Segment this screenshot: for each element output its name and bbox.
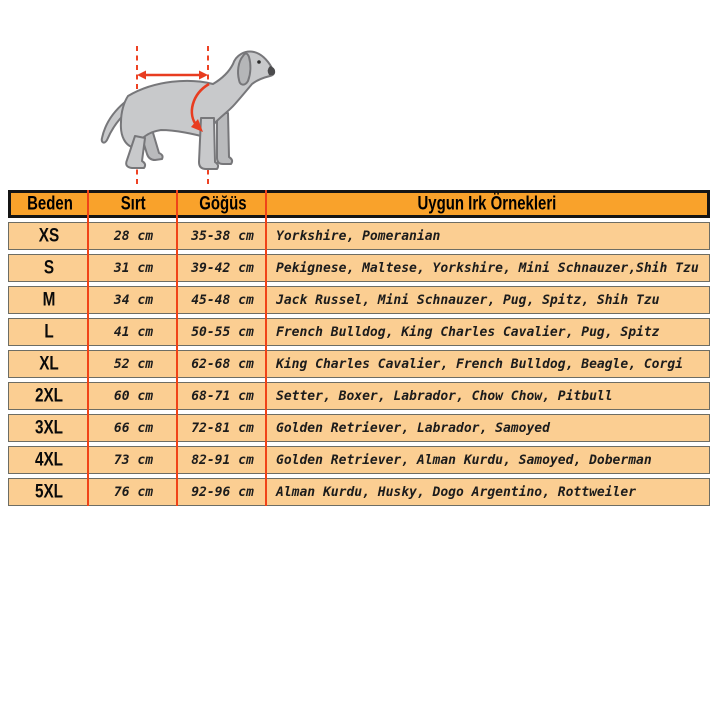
chest-girth-cell: 39-42 cm bbox=[191, 260, 254, 276]
back-length-cell: 41 cm bbox=[113, 324, 154, 340]
breeds-cell: Pekignese, Maltese, Yorkshire, Mini Schnauzer,Shih Tzu bbox=[276, 260, 699, 276]
chest-girth-cell: 82-91 cm bbox=[191, 452, 254, 468]
breeds-cell: Setter, Boxer, Labrador, Chow Chow, Pitbull bbox=[276, 388, 613, 404]
table-row bbox=[8, 414, 710, 442]
back-length-cell: 60 cm bbox=[113, 388, 154, 404]
back-length-cell: 66 cm bbox=[113, 420, 154, 436]
size-cell: L bbox=[44, 320, 54, 343]
size-cell: 3XL bbox=[34, 416, 64, 439]
table-row bbox=[8, 254, 710, 282]
size-cell: M bbox=[42, 288, 56, 311]
breeds-cell: Alman Kurdu, Husky, Dogo Argentino, Rottweiler bbox=[276, 484, 637, 500]
chest-girth-cell: 68-71 cm bbox=[191, 388, 254, 404]
table-row bbox=[8, 382, 710, 410]
back-length-cell: 31 cm bbox=[113, 260, 154, 276]
breeds-cell: Golden Retriever, Alman Kurdu, Samoyed, Doberman bbox=[276, 452, 652, 468]
chest-girth-cell: 50-55 cm bbox=[191, 324, 254, 340]
table-row bbox=[8, 478, 710, 506]
back-length-cell: 28 cm bbox=[113, 228, 154, 244]
chest-girth-cell: 62-68 cm bbox=[191, 356, 254, 372]
size-cell: XL bbox=[39, 352, 59, 375]
size-cell: XS bbox=[38, 224, 60, 247]
back-length-cell: 73 cm bbox=[113, 452, 154, 468]
table-row bbox=[8, 222, 710, 250]
size-cell: 4XL bbox=[34, 448, 64, 471]
back-length-cell: 76 cm bbox=[113, 484, 154, 500]
dog-eye bbox=[257, 60, 261, 64]
table-row bbox=[8, 446, 710, 474]
table-row bbox=[8, 286, 710, 314]
column-divider bbox=[176, 190, 178, 506]
size-cell: 2XL bbox=[34, 384, 64, 407]
dog-measurement-diagram bbox=[95, 18, 335, 190]
breeds-cell: French Bulldog, King Charles Cavalier, Pug, Spitz bbox=[276, 324, 660, 340]
back-length-cell: 52 cm bbox=[113, 356, 154, 372]
chest-girth-cell: 45-48 cm bbox=[191, 292, 254, 308]
header-size: Beden bbox=[27, 192, 73, 215]
dog-silhouette bbox=[102, 52, 275, 169]
chest-girth-cell: 92-96 cm bbox=[191, 484, 254, 500]
table-header-row bbox=[8, 190, 710, 218]
breeds-cell: Jack Russel, Mini Schnauzer, Pug, Spitz, Shih Tzu bbox=[276, 292, 660, 308]
size-cell: S bbox=[43, 256, 55, 279]
chest-girth-cell: 35-38 cm bbox=[191, 228, 254, 244]
header-back: Sırt bbox=[121, 192, 146, 215]
size-table bbox=[8, 190, 710, 506]
header-chest: Göğüs bbox=[198, 192, 247, 215]
back-length-arrow bbox=[137, 71, 208, 80]
column-divider bbox=[265, 190, 267, 506]
size-cell: 5XL bbox=[34, 480, 64, 503]
breeds-cell: Yorkshire, Pomeranian bbox=[276, 228, 441, 244]
back-length-cell: 34 cm bbox=[113, 292, 154, 308]
dog-illustration bbox=[95, 18, 335, 190]
table-row bbox=[8, 350, 710, 378]
header-breeds: Uygun Irk Örnekleri bbox=[417, 192, 557, 215]
breeds-cell: Golden Retriever, Labrador, Samoyed bbox=[276, 420, 550, 436]
column-divider bbox=[87, 190, 89, 506]
chest-girth-cell: 72-81 cm bbox=[191, 420, 254, 436]
table-row bbox=[8, 318, 710, 346]
breeds-cell: King Charles Cavalier, French Bulldog, Beagle, Corgi bbox=[276, 356, 683, 372]
table-body bbox=[8, 222, 710, 506]
